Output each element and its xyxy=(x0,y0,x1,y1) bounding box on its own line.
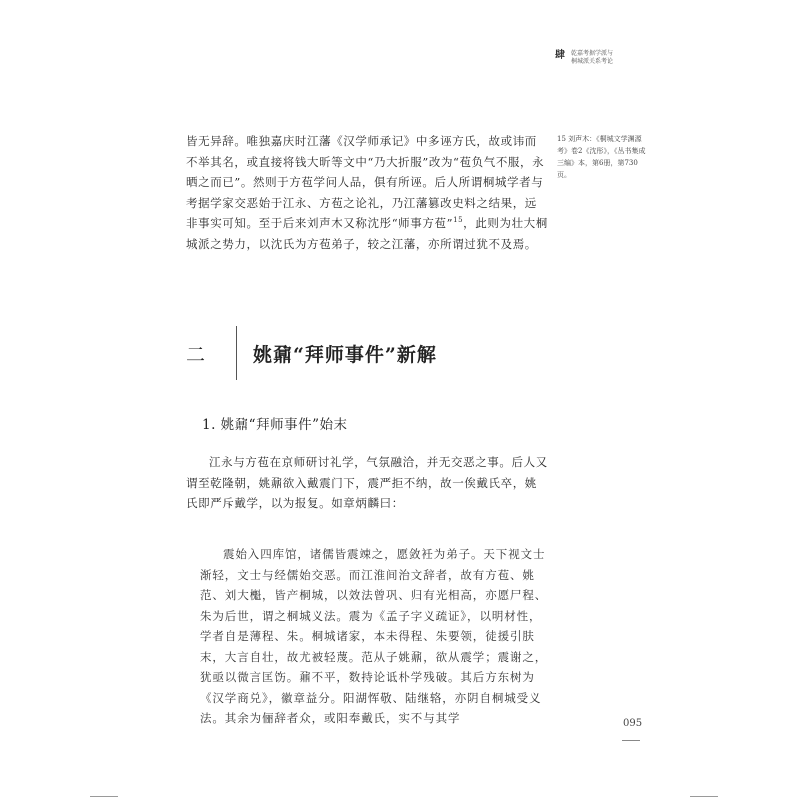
page-edge-right xyxy=(690,796,718,797)
page-edge-left xyxy=(90,796,118,797)
subsection-title: 1. 姚鼐“拜师事件”始末 xyxy=(202,417,348,433)
section-heading xyxy=(186,326,437,380)
page-number-rule xyxy=(622,740,640,741)
block-quote: 震始入四库馆，诸儒皆震竦之，愿敛衽为弟子。天下视文士渐轻，文士与经儒始交恶。而江淮间治文辞者，故有方苞、姚范、刘大櫆，皆产桐城，以效法曾巩、归有光相高，亦愿尸程、朱为后世，谓之桐城义法。震为《孟子字义疏证》，以明材性，学者自是薄程、朱。桐城诸家，本未得程、朱要领，徒援引肤末，大言自壮，故尤被轻蔑。范从子姚鼐，欲从震学；震谢之，犹亟以微言匡饬。鼐不平，数持论诋朴学残破。其后方东树为《汉学商兑》，徽章益分。阳湖恽敬、陆继辂，亦阴自桐城受义法。其余为俪辞者众，或阳奉戴氏，实不与其学 xyxy=(200,547,548,725)
body-paragraph-1 xyxy=(186,131,548,254)
section-divider xyxy=(236,326,237,380)
sidenote-footnote: 15 刘声木：《桐城文学渊源考》卷2《沈彤》，《丛书集成三编》本，第6册，第730页。 xyxy=(557,135,646,179)
section-number: 二 xyxy=(186,343,206,366)
running-header-line-1: 乾嘉考据学派与 xyxy=(571,50,614,57)
running-header xyxy=(555,50,613,66)
running-header-line-2: 桐城派关系考论 xyxy=(571,58,614,65)
footnote-reference[interactable]: 15 xyxy=(453,216,464,225)
body-paragraph-1-text-continued: ，此则为壮大桐城派之势力，以沈氏为方苞弟子，较之江藩，亦所谓过犹不及焉。 xyxy=(186,216,548,251)
body-paragraph-1-text: 皆无异辞。唯独嘉庆时江藩《汉学师承记》中多诬方氏，故或讳而不举其名，或直接将钱大昕等文中“乃大折服”改为“苞负气不服，永晒之而已”。然则于方苞学问人品，俱有所诬。后人所谓桐城学者与考据学家交恶始于江永、方苞之论礼，乃江藩篡改史料之结果，远非事实可知。至于后来刘声木又称沈彤“师事方苞” xyxy=(186,134,545,230)
section-title: 姚鼐“拜师事件”新解 xyxy=(253,343,437,366)
page-number: 095 xyxy=(623,718,643,729)
running-header-text xyxy=(571,50,613,66)
chapter-mark: 肆 xyxy=(555,50,565,61)
body-paragraph-2: 江永与方苞在京师研讨礼学，气氛融洽，并无交恶之事。后人又谓至乾隆朝，姚鼐欲入戴震门下，震严拒不纳，故一俟戴氏卒，姚氏即严斥戴学，以为报复。如章炳麟曰： xyxy=(186,455,548,510)
